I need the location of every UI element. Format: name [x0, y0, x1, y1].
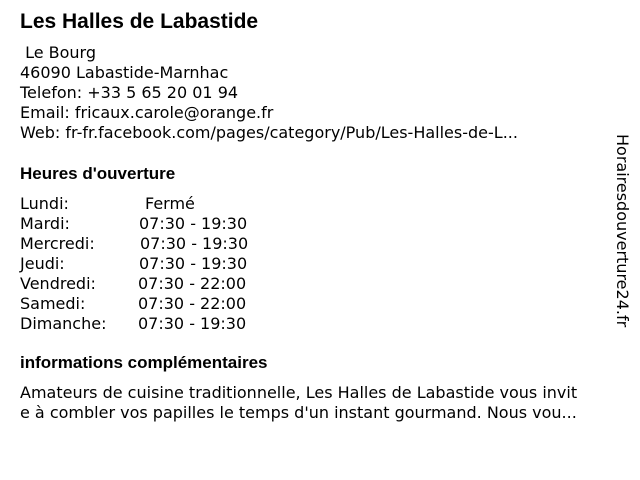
address-street: Le Bourg: [20, 43, 97, 62]
hours-day: Samedi:: [20, 294, 86, 313]
web-link[interactable]: fr-fr.facebook.com/pages/category/Pub/Les-Halles-de-L...: [65, 123, 518, 142]
hours-time: Fermé: [145, 194, 195, 213]
hours-time: 07:30 - 19:30: [139, 254, 248, 273]
phone-line: [20, 83, 518, 103]
hours-time: 07:30 - 19:30: [138, 314, 247, 333]
phone-number[interactable]: +33 5 65 20 01 94: [87, 83, 239, 102]
email-label: Email:: [20, 103, 70, 122]
site-watermark: Horairesdouverture24.fr: [613, 134, 632, 328]
hours-day: Mercredi:: [20, 234, 95, 253]
hours-time: 07:30 - 19:30: [139, 214, 248, 233]
hours-day: Mardi:: [20, 214, 70, 233]
hours-time: 07:30 - 19:30: [140, 234, 249, 253]
info-line-2: e à combler vos papilles le temps d'un instant gourmand. Nous vou...: [20, 403, 577, 422]
info-description: [20, 383, 630, 423]
hours-time: 07:30 - 22:00: [138, 274, 247, 293]
info-line-1: Amateurs de cuisine traditionnelle, Les Halles de Labastide vous invit: [20, 383, 578, 402]
hours-day: Dimanche:: [20, 314, 107, 333]
hours-heading: Heures d'ouverture: [20, 164, 176, 183]
email-line: [20, 103, 518, 123]
address-city: 46090 Labastide-Marnhac: [20, 63, 229, 82]
hours-time: 07:30 - 22:00: [138, 294, 247, 313]
hours-day: Vendredi:: [20, 274, 96, 293]
web-line: [20, 123, 518, 143]
email-link[interactable]: fricaux.carole@orange.fr: [74, 103, 274, 122]
hours-day: Jeudi:: [20, 254, 65, 273]
hours-day: Lundi:: [20, 194, 69, 213]
web-label: Web:: [20, 123, 61, 142]
business-name: Les Halles de Labastide: [20, 10, 259, 33]
info-heading: informations complémentaires: [20, 353, 268, 372]
phone-label: Telefon:: [20, 83, 83, 102]
contact-block: [20, 43, 518, 143]
